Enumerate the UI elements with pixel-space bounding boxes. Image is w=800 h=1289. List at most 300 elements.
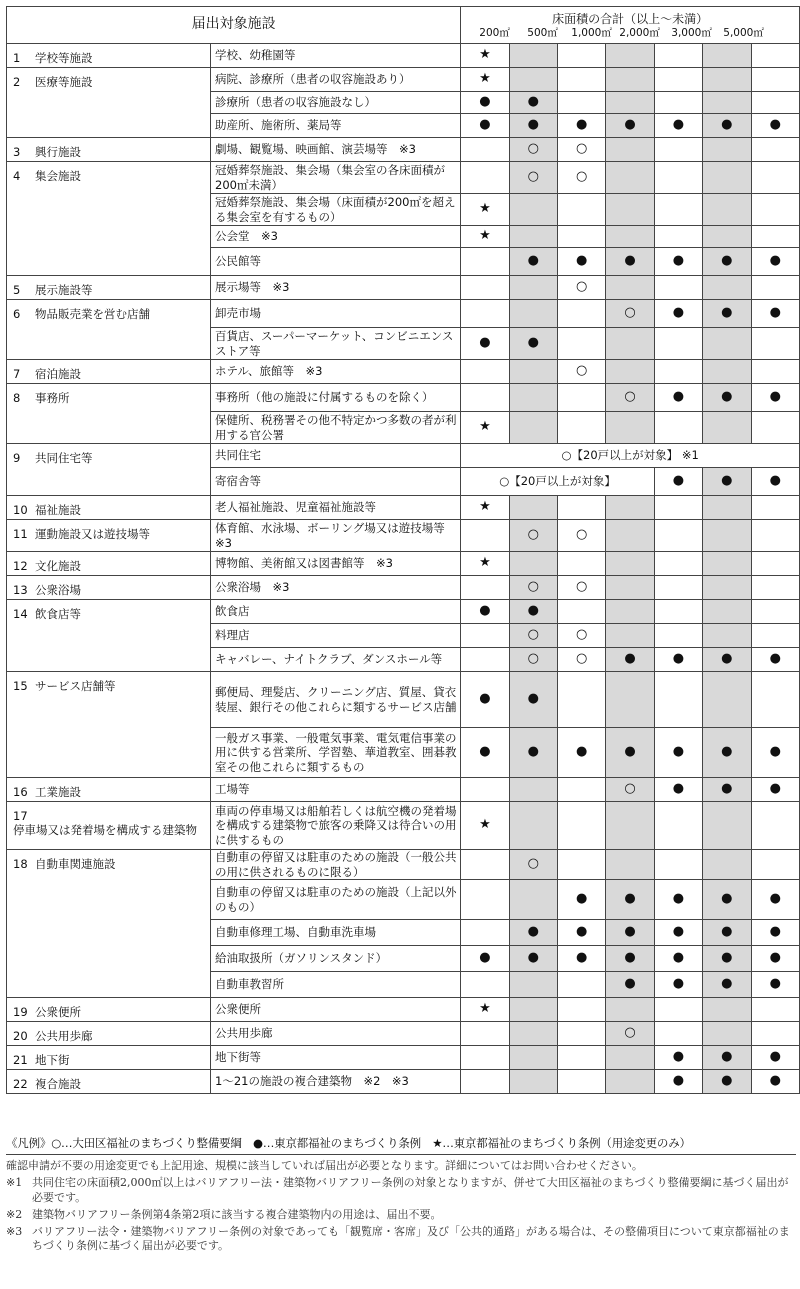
category-name: 公共用歩廊 (35, 1029, 93, 1043)
symbol-cell (654, 194, 702, 226)
symbol-cell: ★ (461, 998, 509, 1022)
symbol-cell: ★ (461, 496, 509, 520)
symbol-cell (606, 92, 654, 114)
step-label: 200㎡ (479, 26, 510, 39)
symbol-cell (751, 44, 799, 68)
symbol-cell (703, 68, 751, 92)
facility-name: 1～21の施設の複合建築物 ※2 ※3 (211, 1070, 461, 1094)
symbol-cell (654, 412, 702, 444)
category-name: 医療等施設 (35, 75, 93, 89)
symbol-cell (703, 850, 751, 880)
symbol-cell (654, 672, 702, 728)
facility-name: 学校、幼稚園等 (211, 44, 461, 68)
facility-category (7, 778, 211, 802)
symbol-cell (558, 92, 606, 114)
symbol-cell (509, 778, 557, 802)
note-item (6, 1176, 796, 1205)
symbol-cell (606, 802, 654, 850)
symbol-cell (558, 802, 606, 850)
facility-name: 自動車修理工場、自動車洗車場 (211, 920, 461, 946)
table-row (7, 444, 800, 468)
category-name: 公衆浴場 (35, 583, 81, 597)
symbol-cell (703, 1022, 751, 1046)
facility-name: 事務所（他の施設に付属するものを除く） (211, 384, 461, 412)
facility-name: 車両の停車場又は船舶若しくは航空機の発着場を構成する建築物で旅客の乗降又は待合いの用に供するもの (211, 802, 461, 850)
symbol-cell: ○ (509, 138, 557, 162)
note-mark: ※2 (6, 1207, 23, 1221)
note-text: バリアフリー法令・建築物バリアフリー条例の対象であっても「観覧席・客席」及び「公共的通路」がある場合は、その整備項目について東京都福祉のまちづくり条例に基づく届出が必要です。 (32, 1225, 790, 1253)
symbol-cell (606, 672, 654, 728)
facility-name: 公会堂 ※3 (211, 226, 461, 248)
table-row (7, 1022, 800, 1046)
symbol-cell: ● (558, 114, 606, 138)
note-mark: ※1 (6, 1176, 23, 1190)
symbol-cell (509, 1046, 557, 1070)
symbol-cell: ○ (509, 576, 557, 600)
symbol-cell: ● (751, 384, 799, 412)
symbol-cell: ● (461, 114, 509, 138)
symbol-cell (703, 138, 751, 162)
symbol-cell: ● (509, 248, 557, 276)
symbol-cell (558, 1046, 606, 1070)
category-number: 19 (13, 1005, 28, 1019)
symbol-cell (751, 226, 799, 248)
symbol-cell: ○ (558, 520, 606, 552)
category-name: 複合施設 (35, 1077, 81, 1091)
symbol-cell: ★ (461, 68, 509, 92)
facility-name: 料理店 (211, 624, 461, 648)
symbol-cell (606, 328, 654, 360)
table-row (7, 998, 800, 1022)
facility-category (7, 850, 211, 998)
symbol-cell (703, 624, 751, 648)
floor-area-label: 床面積の合計（以上～未満） (552, 11, 709, 26)
facility-name: 公民館等 (211, 248, 461, 276)
note-text: 建築物バリアフリー条例第4条第2項に該当する複合建築物内の用途は、届出不要。 (32, 1207, 442, 1221)
category-name: 物品販売業を営む店舗 (35, 307, 150, 321)
symbol-cell (558, 68, 606, 92)
symbol-cell: ○ (558, 276, 606, 300)
symbol-cell (558, 600, 606, 624)
symbol-cell (558, 1022, 606, 1046)
symbol-cell: ○ (509, 624, 557, 648)
symbol-cell: ● (461, 328, 509, 360)
table-row (7, 778, 800, 802)
facility-category (7, 300, 211, 360)
symbol-cell: ● (703, 648, 751, 672)
symbol-cell (558, 850, 606, 880)
symbol-cell: ● (654, 1070, 702, 1094)
symbol-cell (703, 998, 751, 1022)
symbol-cell (654, 328, 702, 360)
table-row (7, 360, 800, 384)
symbol-cell (606, 520, 654, 552)
symbol-cell (558, 328, 606, 360)
symbol-cell (509, 412, 557, 444)
facility-category (7, 802, 211, 850)
facility-name: 体育館、水泳場、ボーリング場又は遊技場等 ※3 (211, 520, 461, 552)
symbol-cell (606, 138, 654, 162)
symbol-cell (558, 552, 606, 576)
symbol-cell: ● (558, 946, 606, 972)
category-number: 2 (13, 75, 21, 89)
symbol-cell (606, 624, 654, 648)
symbol-cell (558, 412, 606, 444)
table-row (7, 672, 800, 728)
facility-name: 診療所（患者の収容施設なし） (211, 92, 461, 114)
symbol-cell (461, 360, 509, 384)
facility-name: 地下街等 (211, 1046, 461, 1070)
category-number: 20 (13, 1029, 28, 1043)
category-number: 3 (13, 145, 21, 159)
category-number: 7 (13, 367, 21, 381)
category-number: 4 (13, 169, 21, 183)
category-name: 福祉施設 (35, 503, 81, 517)
facility-category (7, 44, 211, 68)
symbol-cell (558, 384, 606, 412)
symbol-cell: ● (654, 778, 702, 802)
symbol-cell: ● (509, 600, 557, 624)
category-number: 13 (13, 583, 28, 597)
symbol-cell: ● (509, 114, 557, 138)
note-intro: 確認申請が不要の用途変更でも上記用途、規模に該当していれば届出が必要となります。詳細についてはお問い合わせください。 (6, 1159, 643, 1172)
category-name: 集会施設 (35, 169, 81, 183)
symbol-cell: ● (654, 468, 702, 496)
category-number: 5 (13, 283, 21, 297)
symbol-cell (461, 648, 509, 672)
span-note: ○【20戸以上が対象】 (461, 468, 655, 496)
facility-name: 冠婚葬祭施設、集会場（床面積が200㎡を超える集会室を有するもの） (211, 194, 461, 226)
symbol-cell (606, 360, 654, 384)
symbol-cell: ● (654, 1046, 702, 1070)
category-name: 停車場又は発着場を構成する建築物 (13, 823, 197, 838)
table-row (7, 802, 800, 850)
symbol-cell (606, 496, 654, 520)
symbol-cell: ● (654, 880, 702, 920)
symbol-cell (606, 276, 654, 300)
symbol-cell: ○ (606, 1022, 654, 1046)
category-name: 文化施設 (35, 559, 81, 573)
symbol-cell (751, 624, 799, 648)
symbol-cell: ● (461, 946, 509, 972)
symbol-cell (606, 998, 654, 1022)
symbol-cell (461, 1046, 509, 1070)
symbol-cell: ● (461, 728, 509, 778)
facility-category (7, 576, 211, 600)
symbol-cell (461, 162, 509, 194)
symbol-cell (461, 972, 509, 998)
symbol-cell (654, 92, 702, 114)
symbol-cell: ● (703, 1046, 751, 1070)
notes-section (6, 1133, 796, 1254)
symbol-cell: ● (751, 880, 799, 920)
symbol-cell (703, 600, 751, 624)
symbol-cell (703, 328, 751, 360)
table-row (7, 138, 800, 162)
symbol-cell (703, 92, 751, 114)
facility-name: 自動車教習所 (211, 972, 461, 998)
symbol-cell (703, 576, 751, 600)
symbol-cell (751, 672, 799, 728)
symbol-cell (654, 520, 702, 552)
symbol-cell (751, 68, 799, 92)
symbol-cell (461, 576, 509, 600)
facility-category (7, 68, 211, 138)
category-number: 18 (13, 857, 28, 871)
category-number: 6 (13, 307, 21, 321)
facility-name: 郵便局、理髪店、クリーニング店、質屋、貸衣装屋、銀行その他これらに類するサービス店舗 (211, 672, 461, 728)
symbol-cell (751, 496, 799, 520)
facility-name: 公衆便所 (211, 998, 461, 1022)
symbol-cell: ● (461, 600, 509, 624)
symbol-cell: ○ (606, 778, 654, 802)
symbol-cell: ● (703, 728, 751, 778)
table-body (7, 44, 800, 1094)
symbol-cell (703, 226, 751, 248)
symbol-cell: ○ (558, 138, 606, 162)
symbol-cell: ● (606, 728, 654, 778)
facility-category (7, 384, 211, 444)
symbol-cell (461, 1070, 509, 1094)
symbol-cell: ○ (558, 360, 606, 384)
facility-category (7, 520, 211, 552)
symbol-cell: ○ (509, 850, 557, 880)
facility-name: ホテル、旅館等 ※3 (211, 360, 461, 384)
symbol-cell (461, 778, 509, 802)
facility-name: 百貨店、スーパーマーケット、コンビニエンスストア等 (211, 328, 461, 360)
symbol-cell: ● (703, 920, 751, 946)
category-number: 1 (13, 51, 21, 65)
symbol-cell: ● (751, 300, 799, 328)
symbol-cell (558, 998, 606, 1022)
symbol-cell: ● (654, 300, 702, 328)
symbol-cell (606, 850, 654, 880)
symbol-cell (703, 360, 751, 384)
symbol-cell (654, 998, 702, 1022)
symbol-cell (703, 194, 751, 226)
facility-category (7, 600, 211, 672)
symbol-cell: ● (654, 920, 702, 946)
facility-name: 保健所、税務署その他不特定かつ多数の者が利用する官公署 (211, 412, 461, 444)
table-row (7, 162, 800, 194)
symbol-cell: ○ (509, 648, 557, 672)
symbol-cell: ● (654, 384, 702, 412)
symbol-cell: ● (703, 946, 751, 972)
note-mark: ※3 (6, 1225, 23, 1239)
symbol-cell (509, 44, 557, 68)
symbol-cell (509, 1070, 557, 1094)
symbol-cell: ● (703, 114, 751, 138)
symbol-cell (751, 576, 799, 600)
symbol-cell (703, 496, 751, 520)
symbol-cell (751, 998, 799, 1022)
symbol-cell: ● (606, 972, 654, 998)
facility-name: 自動車の停留又は駐車のための施設（上記以外のもの） (211, 880, 461, 920)
category-number: 16 (13, 785, 28, 799)
symbol-cell: ● (606, 648, 654, 672)
symbol-cell (606, 600, 654, 624)
facility-name: 飲食店 (211, 600, 461, 624)
symbol-cell (751, 92, 799, 114)
symbol-cell: ★ (461, 194, 509, 226)
symbol-cell (751, 552, 799, 576)
category-number: 14 (13, 607, 28, 621)
floor-area-header (461, 7, 800, 44)
symbol-cell (509, 496, 557, 520)
symbol-cell: ● (703, 778, 751, 802)
category-name: 公衆便所 (35, 1005, 81, 1019)
symbol-cell (509, 226, 557, 248)
step-label: 1,000㎡ (571, 26, 612, 39)
symbol-cell: ● (703, 972, 751, 998)
table-row (7, 600, 800, 624)
symbol-cell: ● (606, 248, 654, 276)
facility-category (7, 162, 211, 276)
category-name: サービス店舗等 (35, 679, 116, 693)
symbol-cell (461, 248, 509, 276)
symbol-cell (606, 1070, 654, 1094)
table-row (7, 1070, 800, 1094)
facility-name: 自動車の停留又は駐車のための施設（一般公共の用に供されるものに限る） (211, 850, 461, 880)
table-row (7, 384, 800, 412)
symbol-cell (606, 552, 654, 576)
symbol-cell: ★ (461, 802, 509, 850)
category-number: 10 (13, 503, 28, 517)
symbol-cell: ● (703, 248, 751, 276)
symbol-cell (509, 802, 557, 850)
symbol-cell (606, 1046, 654, 1070)
facility-category (7, 998, 211, 1022)
symbol-cell (654, 624, 702, 648)
symbol-cell (558, 496, 606, 520)
symbol-cell (654, 138, 702, 162)
category-name: 運動施設又は遊技場等 (35, 527, 150, 541)
symbol-cell: ● (654, 648, 702, 672)
facility-category (7, 672, 211, 778)
step-label: 500㎡ (527, 26, 558, 39)
facility-name: 病院、診療所（患者の収容施設あり） (211, 68, 461, 92)
symbol-cell (558, 672, 606, 728)
symbol-cell: ● (558, 880, 606, 920)
symbol-cell: ● (703, 384, 751, 412)
symbol-cell: ○ (558, 648, 606, 672)
symbol-cell (654, 360, 702, 384)
symbol-cell: ○ (558, 162, 606, 194)
symbol-cell: ★ (461, 552, 509, 576)
symbol-cell: ● (654, 946, 702, 972)
symbol-cell: ● (654, 728, 702, 778)
symbol-cell: ● (509, 672, 557, 728)
symbol-cell (606, 162, 654, 194)
facility-category (7, 552, 211, 576)
symbol-cell: ● (751, 1070, 799, 1094)
symbol-cell: ● (751, 468, 799, 496)
symbol-cell (654, 850, 702, 880)
legend: 《凡例》○…大田区福祉のまちづくり整備要綱 ●…東京都福祉のまちづくり条例 ★…東京都福祉のまちづくり条例（用途変更のみ） (6, 1133, 796, 1155)
symbol-cell (751, 802, 799, 850)
symbol-cell (751, 360, 799, 384)
table-row (7, 276, 800, 300)
symbol-cell: ● (606, 920, 654, 946)
symbol-cell (558, 1070, 606, 1094)
symbol-cell: ● (751, 114, 799, 138)
facility-name: 展示場等 ※3 (211, 276, 461, 300)
symbol-cell: ○ (606, 300, 654, 328)
symbol-cell: ● (751, 778, 799, 802)
symbol-cell (509, 384, 557, 412)
symbol-cell: ● (654, 114, 702, 138)
facility-category (7, 360, 211, 384)
symbol-cell (751, 194, 799, 226)
symbol-cell (558, 226, 606, 248)
facility-name: 一般ガス事業、一般電気事業、電気電信事業の用に供する営業所、学習塾、華道教室、囲碁教室その他これらに類するもの (211, 728, 461, 778)
symbol-cell (751, 162, 799, 194)
category-number: 11 (13, 527, 28, 541)
symbol-cell: ● (703, 468, 751, 496)
table-row (7, 300, 800, 328)
facility-category (7, 1022, 211, 1046)
symbol-cell: ○ (509, 162, 557, 194)
symbol-cell: ★ (461, 44, 509, 68)
category-number: 17 (13, 809, 28, 823)
step-label: 2,000㎡ (619, 26, 660, 39)
category-name: 展示施設等 (35, 283, 93, 297)
symbol-cell (654, 276, 702, 300)
symbol-cell (751, 1022, 799, 1046)
category-name: 事務所 (35, 391, 70, 405)
symbol-cell (509, 880, 557, 920)
symbol-cell (751, 328, 799, 360)
symbol-cell: ○ (558, 576, 606, 600)
symbol-cell (509, 276, 557, 300)
facility-category (7, 444, 211, 496)
note-text: 共同住宅の床面積2,000㎡以上はバリアフリー法・建築物バリアフリー条例の対象となりますが、併せて大田区福祉のまちづくり整備要綱に基づく届出が必要です。 (32, 1176, 789, 1204)
header-row (7, 7, 800, 44)
symbol-cell: ○ (509, 520, 557, 552)
symbol-cell (703, 412, 751, 444)
symbol-cell (654, 576, 702, 600)
facility-name: 公衆浴場 ※3 (211, 576, 461, 600)
span-note: ○【20戸以上が対象】 ※1 (461, 444, 800, 468)
symbol-cell (751, 412, 799, 444)
symbol-cell: ● (703, 880, 751, 920)
symbol-cell (606, 68, 654, 92)
note-item (6, 1208, 796, 1222)
symbol-cell (751, 138, 799, 162)
category-number: 12 (13, 559, 28, 573)
symbol-cell (509, 360, 557, 384)
symbol-cell: ● (509, 328, 557, 360)
symbol-cell (606, 44, 654, 68)
symbol-cell (751, 520, 799, 552)
symbol-cell: ● (654, 248, 702, 276)
facility-category (7, 1046, 211, 1070)
symbol-cell: ● (509, 946, 557, 972)
facility-name: 助産所、施術所、薬局等 (211, 114, 461, 138)
category-number: 15 (13, 679, 28, 693)
symbol-cell: ● (558, 920, 606, 946)
facility-name: 博物館、美術館又は図書館等 ※3 (211, 552, 461, 576)
symbol-cell: ● (703, 1070, 751, 1094)
symbol-cell (461, 276, 509, 300)
symbol-cell (654, 552, 702, 576)
symbol-cell (654, 68, 702, 92)
symbol-cell: ● (751, 946, 799, 972)
table-row (7, 68, 800, 92)
symbol-cell (606, 576, 654, 600)
symbol-cell (703, 802, 751, 850)
symbol-cell: ● (751, 920, 799, 946)
